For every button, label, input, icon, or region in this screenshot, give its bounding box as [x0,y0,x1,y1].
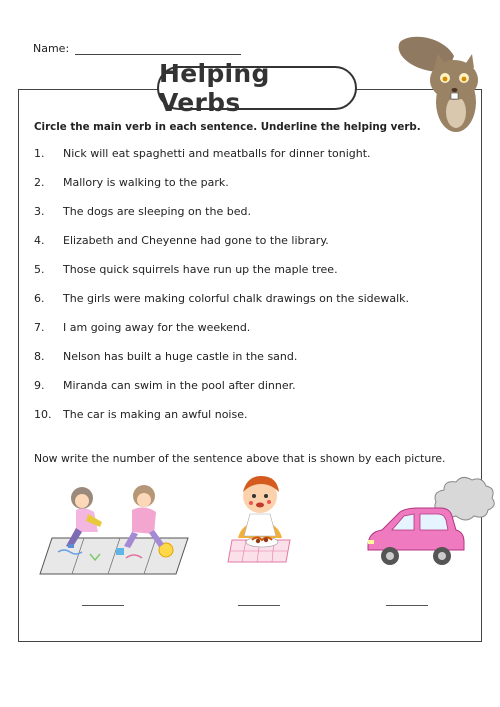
sentence-item [34,292,409,321]
sentence-number: 1. [34,147,45,160]
boy-eating-spaghetti-icon [224,472,294,564]
sentence-list [34,147,409,437]
sentence-number: 2. [34,176,45,189]
answer-line-3[interactable] [386,605,428,606]
sentence-item [34,379,409,408]
answer-line-2[interactable] [238,605,280,606]
sentence-item [34,176,409,205]
sentence-item [34,350,409,379]
picture-prompt: Now write the number of the sentence above that is shown by each picture. [34,452,446,465]
sentence-item [34,321,409,350]
sentence-item [34,263,409,292]
sentence-text: I am going away for the weekend. [63,321,251,334]
sentence-number: 5. [34,263,45,276]
sentence-number: 7. [34,321,45,334]
sentence-item [34,205,409,234]
instructions: Circle the main verb in each sentence. Underline the helping verb. [34,121,421,133]
name-label: Name: [33,42,70,55]
name-blank-line[interactable] [75,43,241,55]
sentence-text: Miranda can swim in the pool after dinner. [63,379,296,392]
answer-line-1[interactable] [82,605,124,606]
sentence-number: 3. [34,205,45,218]
worksheet-title: Helping Verbs [157,66,357,110]
sentence-number: 10. [34,408,52,421]
sentence-text: Mallory is walking to the park. [63,176,229,189]
sentence-item [34,234,409,263]
name-field [33,42,241,55]
smoking-car-icon [362,474,500,576]
girls-chalk-drawing-icon [38,482,190,578]
sentence-text: The car is making an awful noise. [63,408,248,421]
sentence-item [34,408,409,437]
sentence-text: Those quick squirrels have run up the maple tree. [63,263,338,276]
sentence-text: The girls were making colorful chalk drawings on the sidewalk. [63,292,410,305]
sentence-text: Elizabeth and Cheyenne had gone to the library. [63,234,329,247]
sentence-number: 6. [34,292,45,305]
sentence-text: Nick will eat spaghetti and meatballs for dinner tonight. [63,147,371,160]
sentence-text: The dogs are sleeping on the bed. [63,205,251,218]
sentence-number: 8. [34,350,45,363]
sentence-number: 9. [34,379,45,392]
sentence-number: 4. [34,234,45,247]
sentence-text: Nelson has built a huge castle in the sand. [63,350,298,363]
sentence-item [34,147,409,176]
